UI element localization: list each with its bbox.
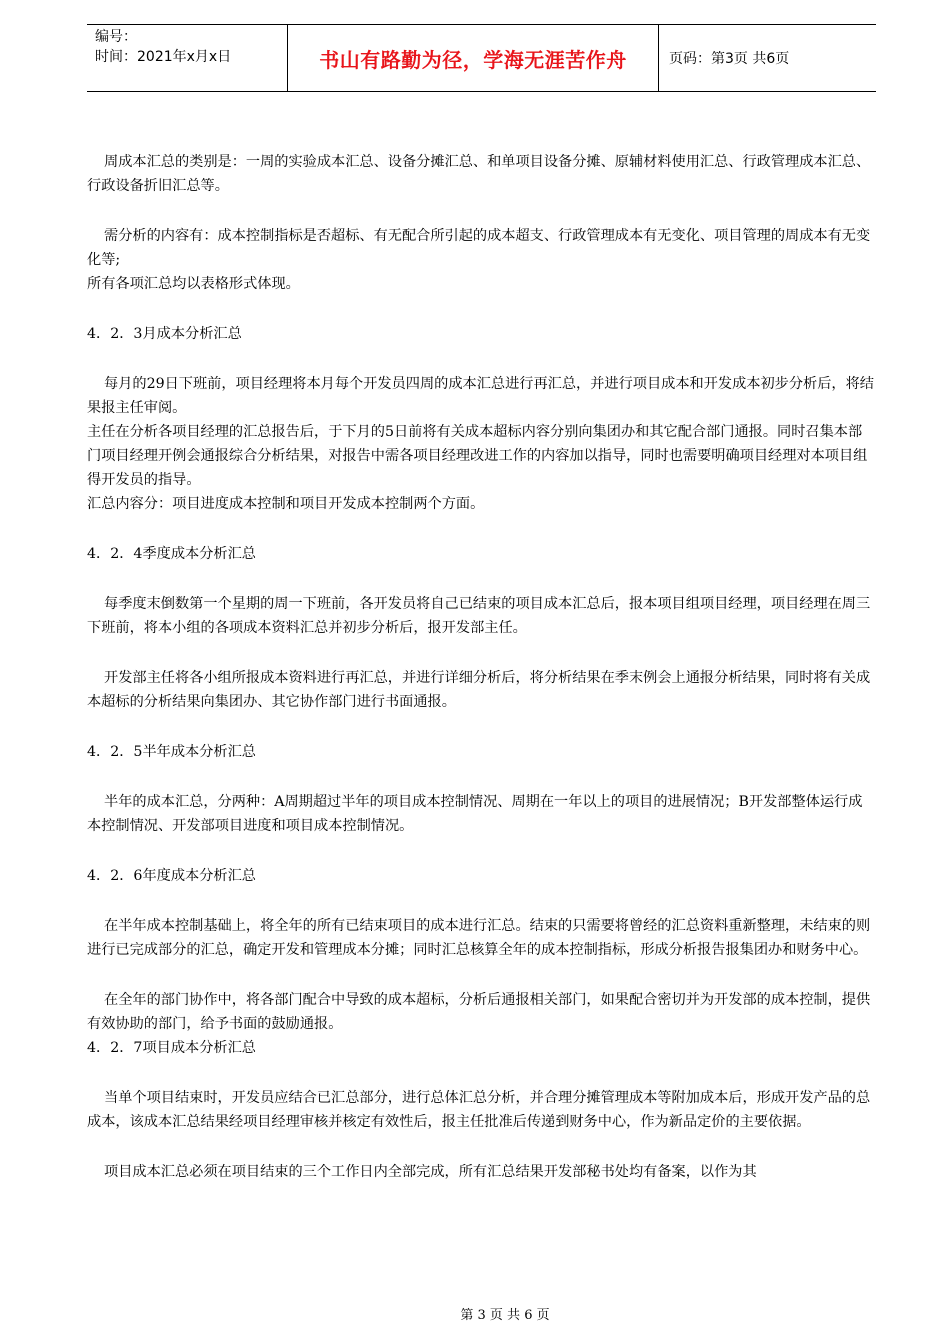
paragraph: 在半年成本控制基础上，将全年的所有已结束项目的成本进行汇总。结束的只需要将曾经的汇总资料重新整理，未结束的则进行已完成部分的汇总，确定开发和管理成本分摊；同时汇总核算全年的成本控制指标，形成分析报告报集团办和财务中心。 [87,918,871,958]
paragraph: 开发部主任将各小组所报成本资料进行再汇总，并进行详细分析后，将分析结果在季末例会上通报分析结果，同时将有关成本超标的分析结果向集团办、其它协作部门进行书面通报。 [87,670,871,710]
paragraph: 周成本汇总的类别是：一周的实验成本汇总、设备分摊汇总、和单项目设备分摊、原辅材料使用汇总、行政管理成本汇总、行政设备折旧汇总等。 [87,154,871,194]
section-heading: 4．2．6年度成本分析汇总 [87,868,256,884]
paragraph: 当单个项目结束时，开发员应结合已汇总部分，进行总体汇总分析，并合理分摊管理成本等附加成本后，形成开发产品的总成本，该成本汇总结果经项目经理审核并核定有效性后，报主任批准后传递到财务中心，作为新品定价的主要依据。 [87,1090,871,1130]
section-heading: 4．2．5半年成本分析汇总 [87,744,256,760]
page-header [87,24,876,92]
header-meta [87,25,288,91]
paragraph: 主任在分析各项目经理的汇总报告后，于下月的5日前将有关成本超标内容分别向集团办和其它配合部门通报。同时召集本部门项目经理开例会通报综合分析结果，对报告中需各项目经理改进工作的内容加以指导，同时也需要明确项目经理对本项目组得开发员的指导。 [87,424,868,488]
paragraph: 汇总内容分：项目进度成本控制和项目开发成本控制两个方面。 [87,496,485,512]
document-number-label: 编号： [95,29,137,45]
document-time-label: 时间：2021年x月x日 [95,49,232,65]
paragraph: 项目成本汇总必须在项目结束的三个工作日内全部完成，所有汇总结果开发部秘书处均有备案，以作为其 [104,1164,757,1180]
paragraph: 所有各项汇总均以表格形式体现。 [87,276,300,292]
motto-text: 书山有路勤为径，学海无涯苦作舟 [319,47,627,72]
page-footer [0,1304,950,1323]
header-motto [288,25,659,91]
footer-page-number: 第 3 页 共 6 页 [460,1308,550,1323]
paragraph: 半年的成本汇总，分两种：A周期超过半年的项目成本控制情况、周期在一年以上的项目的进展情况；B开发部整体运行成本控制情况、开发部项目进度和项目成本控制情况。 [87,794,863,834]
paragraph: 每季度末倒数第一个星期的周一下班前，各开发员将自己已结束的项目成本汇总后，报本项目组项目经理，项目经理在周三下班前，将本小组的各项成本资料汇总并初步分析后，报开发部主任。 [87,596,871,636]
document-body [87,150,876,1184]
page-info-text: 页码：第3页 共6页 [669,51,790,67]
paragraph: 每月的29日下班前，项目经理将本月每个开发员四周的成本汇总进行再汇总，并进行项目成本和开发成本初步分析后，将结果报主任审阅。 [87,376,874,416]
header-page-info [659,25,876,91]
section-heading: 4．2．3月成本分析汇总 [87,326,242,342]
section-heading: 4．2．4季度成本分析汇总 [87,546,256,562]
paragraph: 需分析的内容有：成本控制指标是否超标、有无配合所引起的成本超支、行政管理成本有无变化、项目管理的周成本有无变化等; [87,228,871,268]
section-heading: 4．2．7项目成本分析汇总 [87,1040,256,1056]
paragraph: 在全年的部门协作中，将各部门配合中导致的成本超标，分析后通报相关部门，如果配合密切并为开发部的成本控制，提供有效协助的部门，给予书面的鼓励通报。 [87,992,871,1032]
